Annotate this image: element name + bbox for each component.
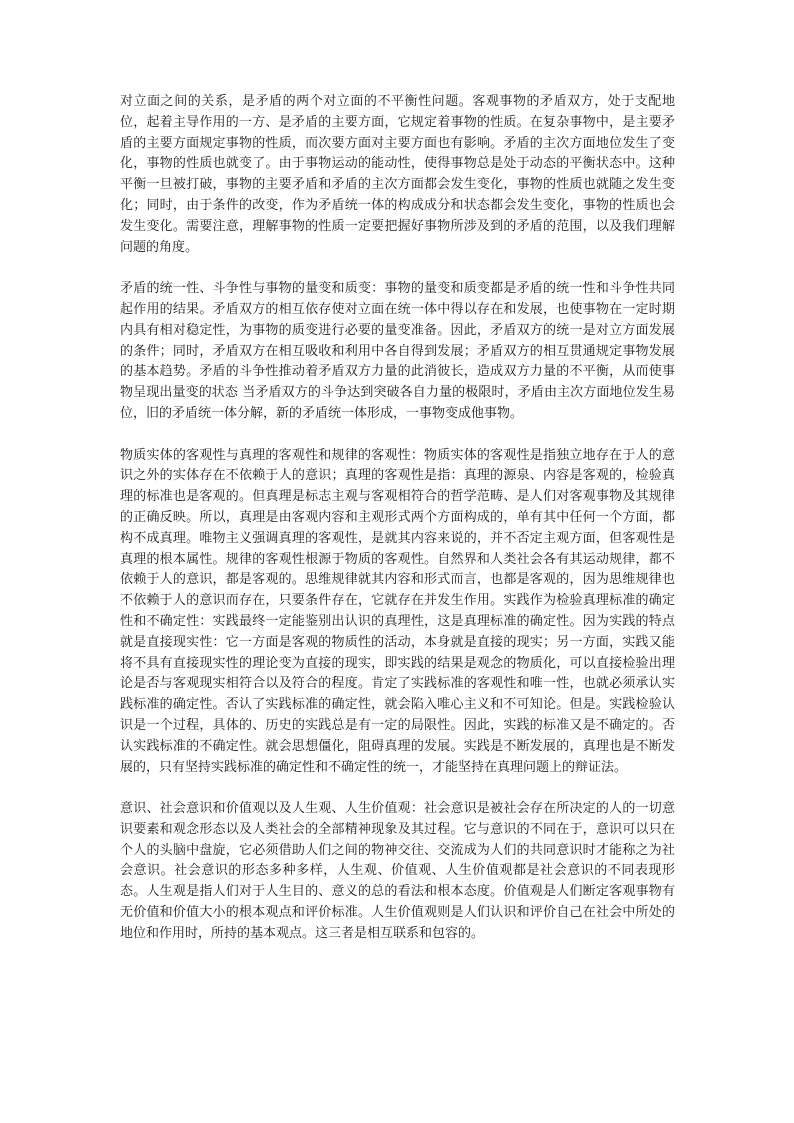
- paragraph-social-consciousness: 意识、社会意识和价值观以及人生观、人生价值观：社会意识是被社会存在所决定的人的一切意识要素和观念形态以及人类社会的全部精神现象及其过程。它与意识的不同在于，意识可以只在个人的头脑中盘旋，它必须借助人们之间的物神交往、交流成为人们的共同意识时才能称之为社会意识。社会意识的形态多种多样，人生观、价值观、人生价值观都是社会意识的不同表现形态。人生观是指人们对于人生目的、意义的总的看法和根本态度。价值观是人们断定客观事物有无价值和价值大小的根本观点和评价标准。人生价值观则是人们认识和评价自己在社会中所处的地位和作用时，所持的基本观点。这三者是相互联系和包容的。: [120, 801, 675, 941]
- paragraph-contradiction-aspects: 对立面之间的关系，是矛盾的两个对立面的不平衡性问题。客观事物的矛盾双方，处于支配地位，起着主导作用的一方、是矛盾的主要方面，它规定着事物的性质。在复杂事物中，是主要矛盾的主要方面规定事物的性质，而次要方面对主要方面也有影响。矛盾的主次方面地位发生了变化，事物的性质也就变了。由于事物运动的能动性，使得事物总是处于动态的平衡状态中。这种平衡一旦被打破，事物的主要矛盾和矛盾的主次方面都会发生变化，事物的性质也就随之发生变化；同时，由于条件的改变，作为矛盾统一体的构成成分和状态都会发生变化，事物的性质也会发生变化。需要注意，理解事物的性质一定要把握好事物所涉及到的矛盾的范围，以及我们理解问题的角度。: [120, 94, 675, 255]
- paragraph-objectivity-truth: 物质实体的客观性与真理的客观性和规律的客观性：物质实体的客观性是指独立地存在于人的意识之外的实体存在不依赖于人的意识；真理的客观性是指：真理的源泉、内容是客观的，检验真理的标准也是客观的。但真理是标志主观与客观相符合的哲学范畴、是人们对客观事物及其规律的正确反映。所以，真理是由客观内容和主观形式两个方面构成的，单有其中任何一个方面，都构不成真理。唯物主义强调真理的客观性，是就其内容来说的，并不否定主观方面，但客观性是真理的根本属性。规律的客观性根源于物质的客观性。自然界和人类社会各有其运动规律，都不依赖于人的意识，都是客观的。思维规律就其内容和形式而言，也都是客观的，因为思维规律也不依赖于人的意识而存在，只要条件存在，它就存在并发生作用。实践作为检验真理标准的确定性和不确定性：实践最终一定能鉴别出认识的真理性，这是真理标准的确定性。因为实践的特点就是直接现实性：它一方面是客观的物质性的活动，本身就是直接的现实；另一方面，实践又能将不具有直接现实性的理论变为直接的现实，即实践的结果是观念的物质化，可以直接检验出理论是否与客观现实相符合以及符合的程度。肯定了实践标准的客观性和唯一性，也就必须承认实践标准的确定性。否认了实践标准的确定性，就会陷入唯心主义和不可知论。但是。实践检验认识是一个过程，具体的、历史的实践总是有一定的局限性。因此，实践的标准又是不确定的。否认实践标准的不确定性。就会思想僵化，阻碍真理的发展。实践是不断发展的，真理也是不断发展的，只有坚持实践标准的确定性和不确定性的统一，才能坚持在真理问题上的辩证法。: [120, 447, 675, 775]
- document-page: [120, 92, 675, 945]
- paragraph-unity-struggle: 矛盾的统一性、斗争性与事物的量变和质变：事物的量变和质变都是矛盾的统一性和斗争性共同起作用的结果。矛盾双方的相互依存使对立面在统一体中得以存在和发展，也使事物在一定时期内具有相对稳定性，为事物的质变进行必要的量变准备。因此，矛盾双方的统一是对立方面发展的条件；同时，矛盾双方在相互吸收和利用中各自得到发展；矛盾双方的相互贯通规定事物发展的基本趋势。矛盾的斗争性推动着矛盾双方力量的此消彼长，造成双方力量的不平衡，从而使事物呈现出量变的状态 当矛盾双方的斗争达到突破各自力量的极限时，矛盾由主次方面地位发生易位，旧的矛盾统一体分解，新的矛盾统一体形成，一事物变成他事物。: [120, 281, 675, 421]
